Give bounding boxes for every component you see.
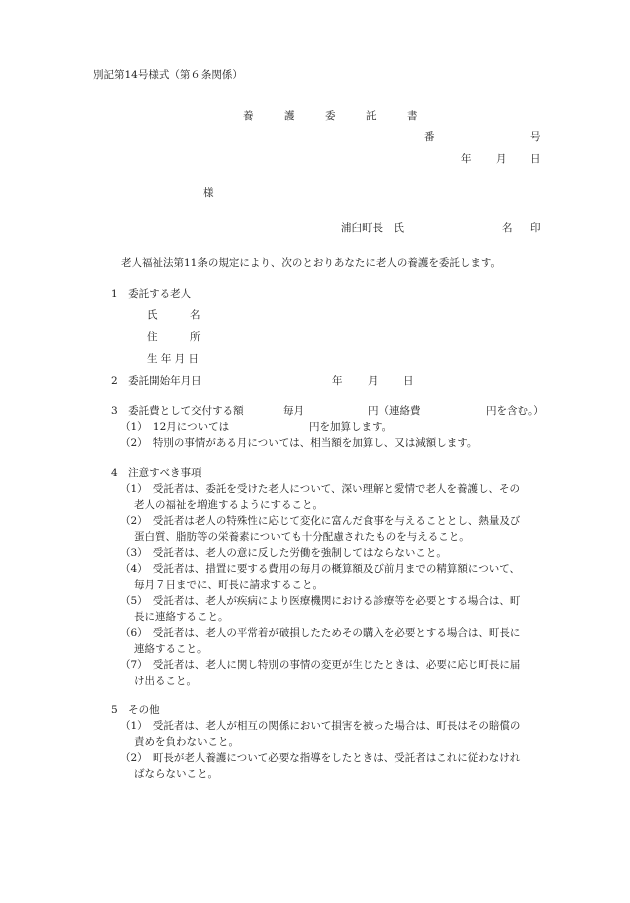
section-5-heading: 5 その他 <box>111 704 160 716</box>
seal-mark: 印 <box>530 222 541 234</box>
title-char: 託 <box>366 110 377 122</box>
addressee-sama: 様 <box>203 187 214 199</box>
s4-item-7-l2: け出ること。 <box>134 675 197 687</box>
section-4-heading: 4 注意すべき事項 <box>111 467 202 479</box>
s5-item-1-l2: 責めを負わないこと。 <box>134 736 239 748</box>
number-go: 号 <box>530 131 541 143</box>
date-year: 年 <box>461 153 472 165</box>
issuer-name-mark: 名 <box>502 222 513 234</box>
s4-item-5-l2: 長に連絡すること。 <box>134 611 229 623</box>
date-day: 日 <box>530 153 541 165</box>
s2-year: 年 <box>332 375 343 387</box>
s3-yen-incl: 円を含む。） <box>486 405 544 417</box>
s5-item-2-l2: ばならないこと。 <box>134 768 218 780</box>
field-name-b: 名 <box>190 309 201 321</box>
s4-item-5-l1: （5） 受託者は、老人が疾病により医療機関における診療等を必要とする場合は、町 <box>120 595 521 607</box>
title-char: 委 <box>325 110 336 122</box>
title-char: 護 <box>284 110 295 122</box>
field-address-b: 所 <box>190 331 201 343</box>
s4-item-1-l1: （1） 受託者は、委託を受けた老人について、深い理解と愛情で老人を養護し、その <box>120 483 521 495</box>
intro-text: 老人福祉法第11条の規定により、次のとおりあなたに老人の養護を委託します。 <box>121 257 502 269</box>
s5-item-2-l1: （2） 町長が老人養護について必要な指導をしたときは、受託者はこれに従わなけれ <box>120 752 521 764</box>
section-2-heading: 2 委託開始年月日 <box>111 375 202 387</box>
field-name-a: 氏 <box>147 309 158 321</box>
number-ban: 番 <box>424 131 435 143</box>
field-birthdate: 生 年 月 日 <box>147 353 200 365</box>
s4-item-3-l1: （3） 受託者は、老人の意に反した労働を強制してはならないこと。 <box>120 547 447 559</box>
s4-item-6-l1: （6） 受託者は、老人の平常着が破損したためその購入を必要とする場合は、町長に <box>120 627 521 639</box>
title-char: 養 <box>243 110 254 122</box>
s2-day: 日 <box>403 375 414 387</box>
section-3-heading: 3 委託費として交付する額 <box>111 405 244 417</box>
s4-item-6-l2: 連絡すること。 <box>134 643 208 655</box>
s4-item-4-l1: （4） 受託者は、措置に要する費用の毎月の概算額及び前月までの精算額について、 <box>120 563 521 575</box>
form-id: 別記第14号様式（第６条関係） <box>93 69 243 81</box>
s4-item-1-l2: 老人の福祉を増進するようにすること。 <box>134 499 323 511</box>
field-address-a: 住 <box>147 331 158 343</box>
s3-monthly: 毎月 <box>283 405 304 417</box>
s4-item-7-l1: （7） 受託者は、老人に関し特別の事情の変更が生じたときは、必要に応じ町長に届 <box>120 659 521 671</box>
issuer-title: 浦臼町長 氏 <box>341 222 404 234</box>
s4-item-2-l2: 蛋白質、脂肪等の栄養素についても十分配慮されたものを与えること。 <box>134 531 470 543</box>
date-month: 月 <box>496 153 507 165</box>
s5-item-1-l1: （1） 受託者は、老人が相互の関係において損害を被った場合は、町長はその賠償の <box>120 720 521 732</box>
section-1-heading: 1 委託する老人 <box>111 288 192 300</box>
title-char: 書 <box>407 110 418 122</box>
s3-yen-contact: 円（連絡費 <box>368 405 421 417</box>
s4-item-4-l2: 毎月７日までに、町長に請求すること。 <box>134 579 323 591</box>
s3-item-1b: 円を加算します。 <box>309 421 393 433</box>
s3-item-1a: （1） 12月については <box>120 421 230 433</box>
s3-item-2: （2） 特別の事情がある月については、相当額を加算し、又は減額します。 <box>120 437 478 449</box>
s4-item-2-l1: （2） 受託者は老人の特殊性に応じて変化に富んだ食事を与えることとし、熱量及び <box>120 515 521 527</box>
s2-month: 月 <box>368 375 379 387</box>
